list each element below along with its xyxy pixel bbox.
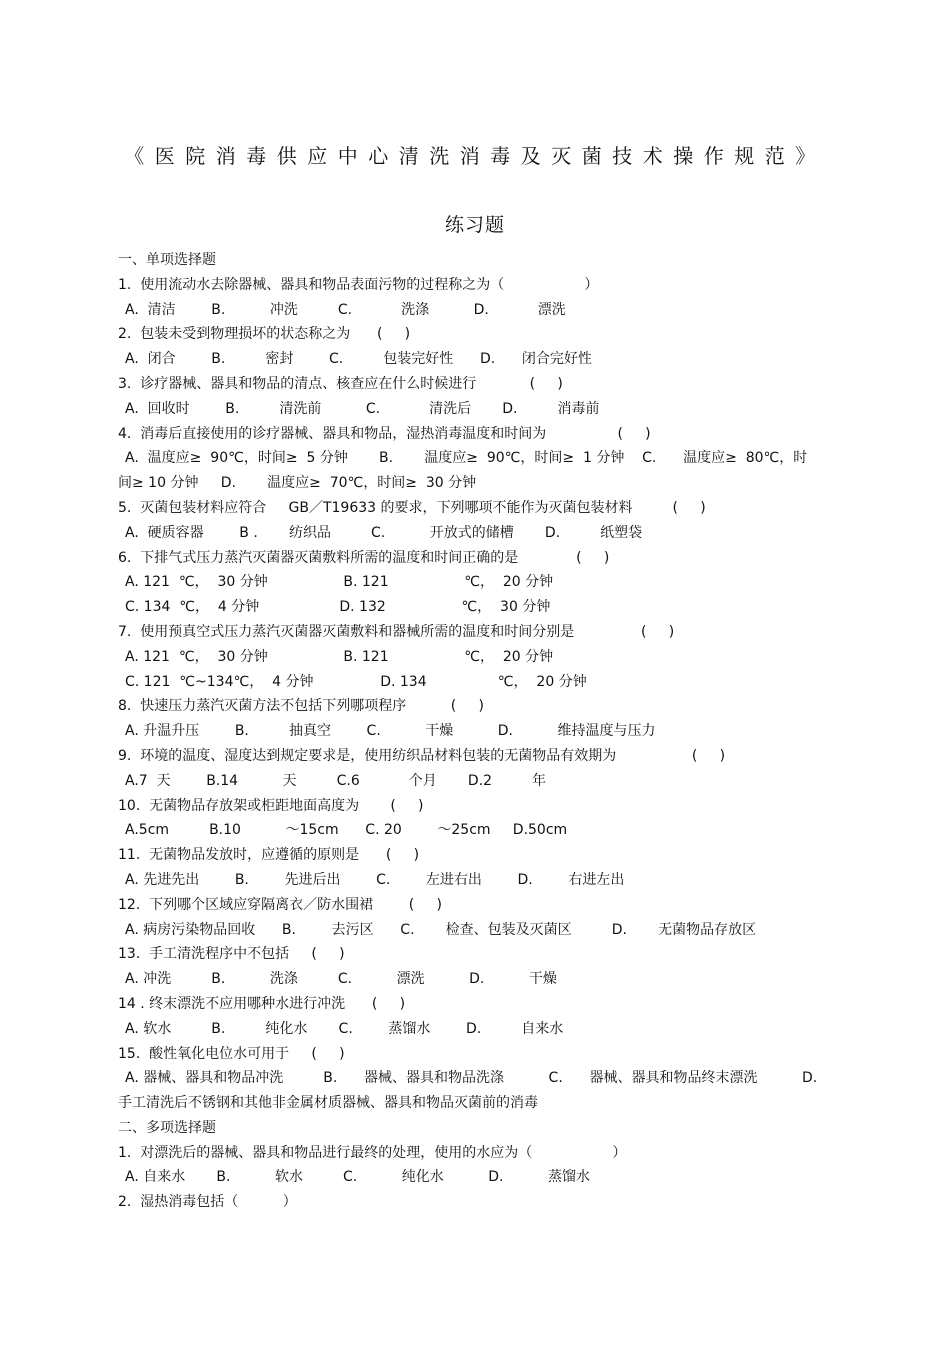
question-text: 15. 酸性氧化电位水可用于 ( ) [118, 1045, 345, 1062]
question-text: 13. 手工清洗程序中不包括 ( ) [118, 946, 345, 963]
answer-options: A. 先进先出 B. 先进后出 C. 左进右出 D. 右进左出 [125, 871, 625, 888]
answer-options: A. 121 ℃， 30 分钟 B. 121 ℃， 20 分钟 [125, 574, 554, 591]
question-text: 4. 消毒后直接使用的诊疗器械、器具和物品，湿热消毒温度和时间为 ( ) [118, 425, 651, 442]
answer-options: A.7 天 B.14 天 C.6 个月 D.2 年 [125, 772, 547, 789]
continuation-text: 间≥ 10 分钟 D. 温度应≥ 70℃，时间≥ 30 分钟 [118, 475, 477, 492]
section-heading: 一、单项选择题 [118, 252, 216, 268]
answer-options: C. 121 ℃~134℃， 4 分钟 D. 134 ℃， 20 分钟 [125, 673, 587, 690]
answer-options: A. 病房污染物品回收 B. 去污区 C. 检查、包装及灭菌区 D. 无菌物品存放区 [125, 921, 757, 938]
answer-options: A.5cm B.10 ～15cm C. 20 ～25cm D.50cm [125, 822, 568, 839]
answer-options: A. 自来水 B. 软水 C. 纯化水 D. 蒸馏水 [125, 1169, 590, 1186]
document-title: 《医院消毒供应中心清洗消毒及灭菌技术操作规范》 [124, 144, 826, 168]
question-text: 3. 诊疗器械、器具和物品的清点、核查应在什么时候进行 ( ) [118, 375, 563, 392]
answer-options: A. 温度应≥ 90℃，时间≥ 5 分钟 B. 温度应≥ 90℃，时间≥ 1 分钟 C. 温度应≥ 80℃，时 [125, 450, 808, 467]
answer-options: A. 软水 B. 纯化水 C. 蒸馏水 D. 自来水 [125, 1020, 564, 1037]
section-heading: 二、多项选择题 [118, 1119, 216, 1136]
question-text: 5. 灭菌包装材料应符合 GB／T19633 的要求，下列哪项不能作为灭菌包装材料 ( ) [118, 499, 706, 516]
question-text: 11. 无菌物品发放时，应遵循的原则是 ( ) [118, 847, 420, 864]
question-text: 1. 使用流动水去除器械、器具和物品表面污物的过程称之为（ ） [118, 276, 599, 293]
answer-options: A. 闭合 B. 密封 C. 包装完好性 D. 闭合完好性 [125, 351, 592, 368]
question-text: 9. 环境的温度、湿度达到规定要求是，使用纺织品材料包装的无菌物品有效期为 ( ) [118, 747, 726, 764]
question-text: 8. 快速压力蒸汽灭菌方法不包括下列哪项程序 ( ) [118, 698, 484, 715]
question-text: 7. 使用预真空式压力蒸汽灭菌器灭菌敷料和器械所需的温度和时间分别是 ( ) [118, 623, 675, 640]
answer-options: A. 硬质容器 B . 纺织品 C. 开放式的储槽 D. 纸塑袋 [125, 524, 643, 541]
question-text: 2. 包装未受到物理损坏的状态称之为 ( ) [118, 326, 411, 343]
answer-options: A. 升温升压 B. 抽真空 C. 干燥 D. 维持温度与压力 [125, 723, 656, 740]
answer-options: A. 清洁 B. 冲洗 C. 洗涤 D. 漂洗 [125, 301, 566, 318]
question-text: 2. 湿热消毒包括（ ） [118, 1194, 297, 1211]
question-text: 12. 下列哪个区域应穿隔离衣／防水围裙 ( ) [118, 896, 442, 913]
answer-options: A. 器械、器具和物品冲洗 B. 器械、器具和物品洗涤 C. 器械、器具和物品终末漂洗 D. [125, 1070, 818, 1087]
question-text: 6. 下排气式压力蒸汽灭菌器灭菌敷料所需的温度和时间正确的是 ( ) [118, 549, 610, 566]
question-list [118, 248, 838, 1215]
question-text: 10. 无菌物品存放架或柜距地面高度为 ( ) [118, 797, 424, 814]
question-text: 1. 对漂洗后的器械、器具和物品进行最终的处理，使用的水应为（ ） [118, 1144, 627, 1161]
continuation-text: 手工清洗后不锈钢和其他非金属材质器械、器具和物品灭菌前的消毒 [118, 1095, 538, 1112]
answer-options: A. 回收时 B. 清洗前 C. 清洗后 D. 消毒前 [125, 400, 600, 417]
question-text: 14 . 终末漂洗不应用哪种水进行冲洗 ( ) [118, 995, 406, 1012]
document-subtitle: 练习题 [444, 214, 505, 236]
answer-options: A. 冲洗 B. 洗涤 C. 漂洗 D. 干燥 [125, 971, 557, 988]
answer-options: C. 134 ℃， 4 分钟 D. 132 ℃， 30 分钟 [125, 599, 551, 616]
answer-options: A. 121 ℃， 30 分钟 B. 121 ℃， 20 分钟 [125, 648, 554, 665]
